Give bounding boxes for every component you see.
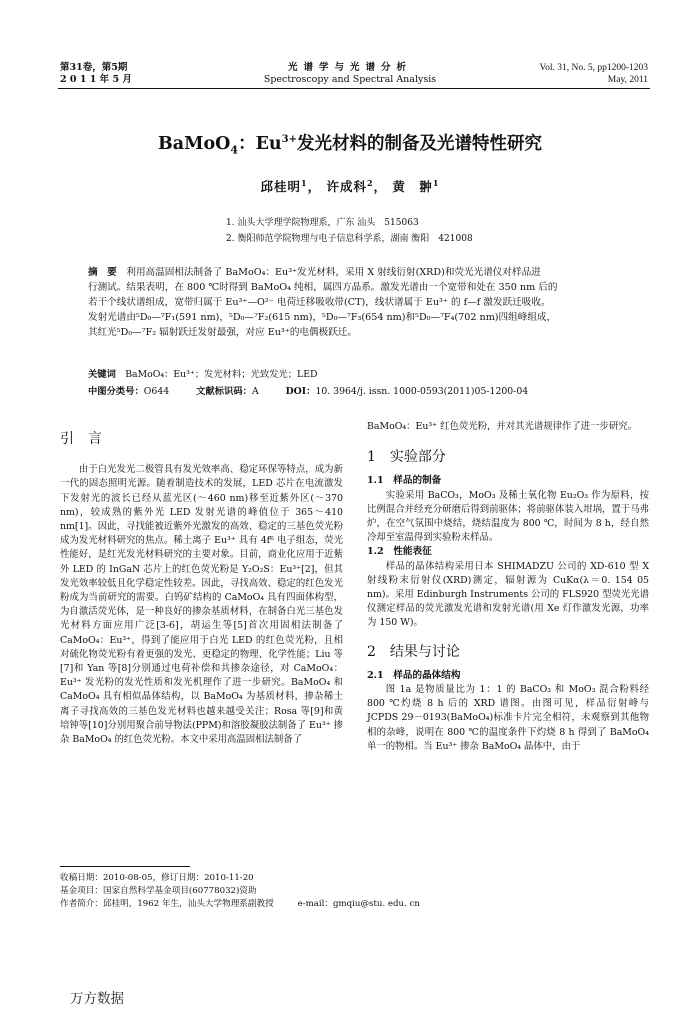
author-bio: 作者简介：邱桂明，1962 年生，汕头大学物理系副教授 e-mail：gmqiu@stu. edu. cn <box>60 899 420 909</box>
header-rule <box>58 88 650 89</box>
volume-issue: 第31卷，第5期 <box>60 62 128 73</box>
paragraph: BaMoO₄：Eu³⁺ 红色荧光粉，并对其光谱规律作了进一步研究。 <box>367 421 637 432</box>
author: 邱桂明 <box>260 179 302 194</box>
received-date: 收稿日期：2010-08-05，修订日期：2010-11-20 <box>60 873 254 883</box>
subsection-heading: 2.1 样品的晶体结构 <box>367 669 461 681</box>
author: 许成科 <box>326 179 367 194</box>
journal-name-en: Spectroscopy and Spectral Analysis <box>263 74 437 85</box>
volume-pages: Vol. 31, No. 5, pp1200-1203 <box>539 63 648 73</box>
right-column <box>367 420 649 754</box>
email: e-mail：gmqiu@stu. edu. cn <box>297 899 420 909</box>
issue-date: 2 0 1 1 年 5 月 <box>60 74 132 85</box>
publish-month: May, 2011 <box>607 75 648 85</box>
paragraph: 样品的晶体结构采用日本 SHIMADZU 公司的 XD-610 型 X 射线粉末衍射仪(XRD)测定，辐射源为 CuKα(λ＝0. 154 05 nm)。采用 Edinburgh Instruments 公司的 FLS920 型荧光光谱仪测定样品的荧光激发光谱和发射光谱(用 Xe 灯作激发光源，功率为 150 W)。 <box>367 560 649 629</box>
paragraph: 实验采用 BaCO₃，MoO₃ 及稀土氧化物 Eu₂O₃ 作为原料，按比例混合并经充分研磨后得到前驱体；将前驱体装入坩埚，置于马弗炉，在空气氛围中烧结，烧结温度为 800 ℃，时间为 8 h，经自然冷却至室温得到实验粉末样品。 <box>367 489 649 544</box>
subsection-heading: 1.1 样品的制备 <box>367 475 442 487</box>
left-column <box>60 432 343 747</box>
author-list: 邱桂明$^1$， 许成科$^2$， 黄 翀$^1$ <box>260 177 440 194</box>
article-title: BaMoO$_4$：$Eu^{3+}$发光材料的制备及光谱特性研究 <box>158 134 542 157</box>
intro-paragraph: 由于白光发光二极管具有发光效率高、稳定环保等特点，成为新一代的固态照明光源。随着制造技术的发展，LED 芯片在电流激发下发射光的波长已经从蓝光区(～460 nm)移至近紫外区(～370 nm)，较成熟的紫外光 LED 发射光谱的峰值位于 365～410 nm[1]。因此，寻找能被近紫外光激发的高效、稳定的三基色荧光粉成为发光材料研究的焦点。稀土离子 Eu³⁺ 具有 4f⁶ 电子组态，荧光性能好，是红光发光材料研究的主要对象。目前，商业化应用于近紫外 LED 的 InGaN 芯片上的红色荧光粉是 Y₂O₂S：Eu³⁺[2]，但其发光效率较低且化学稳定性较差。因此，寻找高效、稳定的红色发光粉成为当前研究的需要。白钨矿结构的 CaMoO₄ 具有四面体构型，为自激活荧光体，是一种良好的掺杂基质材料，在制备白光三基色发光材料方面应用广泛[3-6]，胡运生等[5]首次用固相法制备了 CaMoO₄：Eu³⁺，得到了能应用于白光 LED 的红色荧光粉，且相对硫化物荧光粉有着更强的发光、更稳定的物理、化学性能；Liu 等[7]和 Yan 等[8]分别通过电荷补偿和共掺杂途径，对 CaMoO₄：Eu³⁺ 发光粉的发光性质和发光机理作了进一步研究。BaMoO₄ 和 CaMoO₄ 具有相似晶体结构，以 BaMoO₄ 为基质材料，掺杂稀土离子寻找高效的三基色发光材料也越来越受关注；Rosa 等[9]和黄培钟等[10]分别用聚合前导物法(PPM)和溶胶凝胶法制备了 Eu³⁺ 掺杂 BaMoO₄ 的红色荧光粉。本文中采用高温固相法制备了 <box>60 464 343 746</box>
footnotes <box>60 872 650 911</box>
keywords-label: 关键词 <box>88 369 116 380</box>
abstract-label: 摘 要 <box>88 267 117 278</box>
affiliation: 1. 汕头大学理学院物理系，广东 汕头 515063 <box>226 218 419 228</box>
section-heading: 引 言 <box>60 431 102 447</box>
section-heading: 1 实验部分 <box>367 449 446 466</box>
author: 黄 翀 <box>392 179 433 194</box>
affiliation: 2. 衡阳师范学院物理与电子信息科学系，湖南 衡阳 421008 <box>226 234 473 244</box>
section-heading: 2 结果与讨论 <box>367 643 460 660</box>
watermark: 万方数据 <box>70 991 124 1007</box>
journal-pages <box>539 62 648 86</box>
keywords: 关键词 BaMoO₄：Eu³⁺；发光材料；光致发光；LED <box>88 369 318 380</box>
abstract: 摘 要 利用高温固相法制备了 BaMoO₄：Eu³⁺发光材料，采用 X 射线衍射(XRD)和荧光光谱仪对样品进 行测试。结果表明，在 800 ℃时得到 BaMoO₄ 纯相，属四方晶系。激发光谱由一个宽带和处在 350 nm 后的 若干个线状谱组成，宽带归属于 Eu³⁺—O²⁻ 电荷迁移吸收带(CT)，线状谱属于 Eu³⁺ 的 f—f 激发跃迁吸收。 发射光谱由⁵D₀—⁷F₁(591 nm)，⁵D₀—⁷F₂(615 nm)，⁵D₀—⁷F₃(654 nm)和⁵D₀—⁷F₄(702 nm)四组峰组成， 其红光⁵D₀—⁷F₂ 辐射跃迁发射最强，对应 Eu³⁺的电偶极跃迁。 <box>88 267 558 338</box>
funding: 基金项目：国家自然科学基金项目(60778032)资助 <box>60 886 257 896</box>
subsection-heading: 1.2 性能表征 <box>367 546 432 558</box>
footnote-rule <box>60 866 190 867</box>
paragraph: 图 1a 是物质量比为 1：1 的 BaCO₃ 和 MoO₃ 混合粉料经 800 ℃灼烧 8 h 后的 XRD 谱图。由图可见，样品衍射峰与 JCPDS 29－0193(BaMoO₄)标准卡片完全相符，未观察到其他物相的杂峰，说明在 800 ℃的温度条件下灼烧 8 h 得到了 BaMoO₄ 单一的物相。当 Eu³⁺ 掺杂 BaMoO₄ 晶体中，由于 <box>367 684 649 752</box>
classification: 中图分类号：O644 文献标识码：A DOI：10. 3964/j. issn. 1000-0593(2011)05-1200-04 <box>88 386 529 397</box>
journal-name-cn: 光谱学与光谱分析 <box>287 62 412 73</box>
